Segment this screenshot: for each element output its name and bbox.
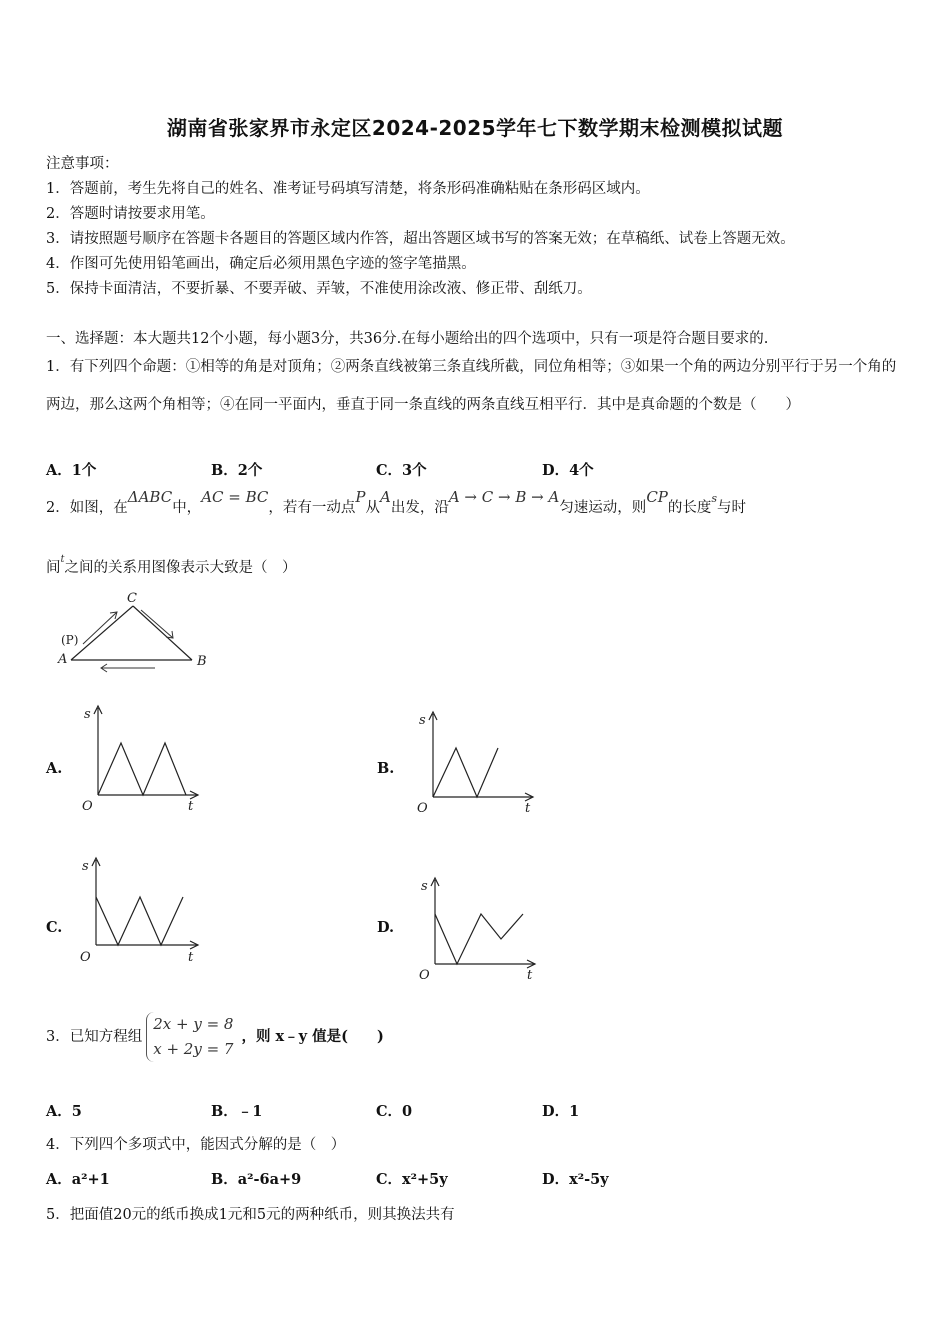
q2-equation: AC = BC — [201, 488, 269, 506]
q2-text: 2．如图，在 — [46, 500, 128, 516]
q4-option-a: A．a²+1 — [46, 1171, 110, 1188]
q2-text: 的长度 — [667, 500, 712, 516]
q2-path: A → C → B → A — [448, 488, 560, 506]
question-4-text: 4．下列四个多项式中，能因式分解的是（ ） — [46, 1137, 346, 1153]
q2-text: 出发，沿 — [390, 500, 449, 516]
axis-s-label: s — [419, 713, 426, 728]
equation-1: 2x + y = 8 — [153, 1015, 234, 1033]
q1-option-d: D．4个 — [542, 462, 594, 479]
graph-b — [413, 706, 553, 826]
axis-t-label: t — [525, 801, 531, 816]
axis-t-label: t — [188, 950, 194, 965]
point-p-label: (P) — [61, 633, 79, 647]
q2-point-p: P — [355, 488, 366, 506]
q2-text: 之间的关系用图像表示大致是（ ） — [64, 560, 297, 576]
axis-s-label: s — [84, 707, 91, 722]
q1-option-a: A．1个 — [46, 462, 97, 479]
q4-option-d: D．x²-5y — [542, 1171, 609, 1188]
q2-text: 间 — [46, 560, 61, 576]
question-2-line-2 — [46, 556, 297, 577]
graph-a-label: A. — [46, 760, 63, 777]
q2-text: 与时 — [717, 500, 747, 516]
graph-c-label: C. — [46, 919, 63, 936]
question-3 — [46, 1012, 384, 1062]
note-item: 3．请按照题号顺序在答题卡各题目的答题区域内作答，超出答题区域书写的答案无效；在草稿纸、试卷上答题无效。 — [46, 231, 795, 247]
q3-option-a: A．5 — [46, 1103, 82, 1120]
equation-system — [146, 1012, 237, 1062]
vertex-a-label: A — [58, 652, 68, 667]
question-1-text: 1．有下列四个命题：①相等的角是对顶角；②两条直线被第三条直线所截，同位角相等；③如果一个角的两边分别平行于另一个角的两边，那么这两个角相等；④在同一平面内，垂直于同一条直线的两条直线互相平行．其中是真命题的个数是（ ） — [46, 359, 897, 413]
vertex-c-label: C — [127, 591, 137, 606]
q2-var-t: t — [60, 554, 65, 565]
q1-option-b: B．2个 — [211, 462, 263, 479]
triangle-figure — [55, 588, 225, 678]
q2-text: 匀速运动，则 — [559, 500, 647, 516]
q2-triangle: ΔABC — [127, 488, 173, 506]
q2-point-a: A — [379, 488, 391, 506]
axis-s-label: s — [421, 879, 428, 894]
q2-text: 中， — [172, 500, 202, 516]
origin-label: O — [417, 801, 428, 816]
note-item: 2．答题时请按要求用笔。 — [46, 206, 215, 222]
graph-b-label: B. — [377, 760, 395, 777]
q4-option-c: C．x²+5y — [376, 1171, 448, 1188]
exam-title: 湖南省张家界市永定区2024-2025学年七下数学期末检测模拟试题 — [166, 116, 784, 140]
notes-heading: 注意事项： — [46, 156, 119, 172]
vertex-b-label: B — [197, 654, 207, 669]
q1-option-c: C．3个 — [376, 462, 427, 479]
axis-t-label: t — [527, 968, 533, 983]
axis-s-label: s — [82, 859, 89, 874]
q3-text: 3．已知方程组 — [46, 1029, 143, 1045]
question-5-text: 5．把面值20元的纸币换成1元和5元的两种纸币，则其换法共有 — [46, 1207, 455, 1223]
section-heading: 一、选择题：本大题共12个小题，每小题3分，共36分.在每小题给出的四个选项中，只有一项是符合题目要求的. — [46, 331, 769, 347]
note-item: 1．答题前，考生先将自己的姓名、准考证号码填写清楚，将条形码准确粘贴在条形码区域内。 — [46, 181, 650, 197]
q3-option-c: C．0 — [376, 1103, 413, 1120]
origin-label: O — [82, 799, 93, 814]
q3-option-d: D．1 — [542, 1103, 580, 1120]
graph-c — [78, 852, 218, 972]
graph-a — [78, 700, 218, 820]
q3-option-b: B．﹣1 — [211, 1103, 263, 1120]
axis-t-label: t — [188, 799, 194, 814]
notes-section — [46, 152, 795, 302]
equation-2: x + 2y = 7 — [153, 1040, 234, 1058]
origin-label: O — [419, 968, 430, 983]
q2-var-s: s — [711, 492, 718, 505]
graph-d-label: D. — [377, 919, 395, 936]
origin-label: O — [80, 950, 91, 965]
q4-option-b: B．a²-6a+9 — [211, 1171, 302, 1188]
note-item: 5．保持卡面清洁，不要折暴、不要弄破、弄皱，不准使用涂改液、修正带、刮纸刀。 — [46, 281, 592, 297]
q2-text: ，若有一动点 — [268, 500, 356, 516]
note-item: 4．作图可先使用铅笔画出，确定后必须用黑色字迹的签字笔描黑。 — [46, 256, 476, 272]
q2-segment-cp: CP — [646, 488, 668, 506]
question-2-line-1 — [46, 488, 747, 517]
graph-d — [413, 872, 553, 992]
q3-text: ，则 x﹣y 值是( ) — [241, 1028, 384, 1045]
q2-text: 从 — [365, 500, 380, 516]
